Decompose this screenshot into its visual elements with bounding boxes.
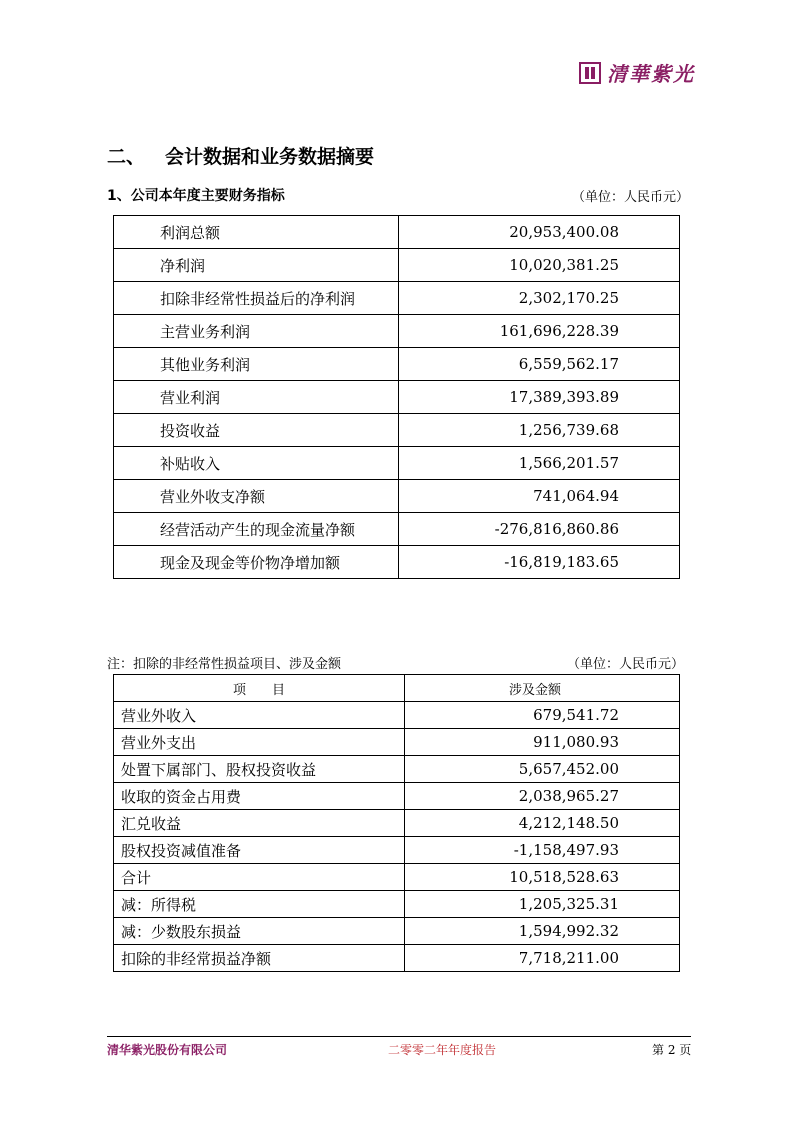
row-value: 679,541.72: [405, 702, 680, 729]
row-value: 1,566,201.57: [399, 447, 680, 480]
non-recurring-table: [113, 674, 680, 972]
row-value: -16,819,183.65: [399, 546, 680, 579]
table-row: [114, 282, 680, 315]
row-value: 161,696,228.39: [399, 315, 680, 348]
row-value: 2,038,965.27: [405, 783, 680, 810]
table-row: [114, 891, 680, 918]
table-row: [114, 447, 680, 480]
footer-report-title: 二零零二年年度报告: [388, 1043, 497, 1057]
table-row: [114, 945, 680, 972]
row-label: 营业外收入: [114, 702, 405, 729]
table-row: [114, 756, 680, 783]
table-row: [114, 837, 680, 864]
row-label: 股权投资减值准备: [114, 837, 405, 864]
row-label: 营业外支出: [114, 729, 405, 756]
row-value: 7,718,211.00: [405, 945, 680, 972]
table-row: [114, 216, 680, 249]
footer-divider: [107, 1036, 691, 1037]
logo-text: 清華紫光: [607, 62, 695, 86]
row-value: 2,302,170.25: [399, 282, 680, 315]
logo-mark-icon: [579, 62, 601, 84]
column-header-item: 项 目: [114, 675, 405, 702]
table-row: [114, 480, 680, 513]
row-label: 汇兑收益: [114, 810, 405, 837]
row-value: 10,020,381.25: [399, 249, 680, 282]
row-label: 利润总额: [114, 216, 399, 249]
row-value: 20,953,400.08: [399, 216, 680, 249]
row-value: 4,212,148.50: [405, 810, 680, 837]
row-value: -276,816,860.86: [399, 513, 680, 546]
row-label: 扣除非经常性损益后的净利润: [114, 282, 399, 315]
footer-page-number: 第 2 页: [652, 1043, 692, 1057]
non-recurring-unit: （单位：人民币元）: [567, 657, 685, 672]
company-logo: [579, 58, 695, 87]
section-title-text: 会计数据和业务数据摘要: [165, 146, 375, 168]
table-row: [114, 348, 680, 381]
row-label: 经营活动产生的现金流量净额: [114, 513, 399, 546]
table-row: [114, 810, 680, 837]
row-label: 补贴收入: [114, 447, 399, 480]
row-value: 17,389,393.89: [399, 381, 680, 414]
main-indicators-title: 1、公司本年度主要财务指标: [107, 188, 285, 204]
non-recurring-note-title: 注：扣除的非经常性损益项目、涉及金额: [107, 657, 342, 672]
row-label: 现金及现金等价物净增加额: [114, 546, 399, 579]
section-number: 二、: [107, 146, 146, 168]
table-row: [114, 513, 680, 546]
row-label: 合计: [114, 864, 405, 891]
row-value: -1,158,497.93: [405, 837, 680, 864]
table-row: [114, 729, 680, 756]
row-label: 扣除的非经常损益净额: [114, 945, 405, 972]
section-title: [107, 142, 374, 169]
row-label: 净利润: [114, 249, 399, 282]
table-row: [114, 249, 680, 282]
row-value: 1,594,992.32: [405, 918, 680, 945]
row-value: 911,080.93: [405, 729, 680, 756]
row-value: 1,205,325.31: [405, 891, 680, 918]
table-row: [114, 783, 680, 810]
table-row: [114, 546, 680, 579]
row-value: 10,518,528.63: [405, 864, 680, 891]
row-label: 营业外收支净额: [114, 480, 399, 513]
main-indicators-table: [113, 215, 680, 579]
table-row: [114, 918, 680, 945]
row-label: 主营业务利润: [114, 315, 399, 348]
table-row: [114, 414, 680, 447]
row-value: 6,559,562.17: [399, 348, 680, 381]
row-value: 741,064.94: [399, 480, 680, 513]
row-value: 1,256,739.68: [399, 414, 680, 447]
row-label: 其他业务利润: [114, 348, 399, 381]
row-label: 减：所得税: [114, 891, 405, 918]
table-header-row: [114, 675, 680, 702]
row-label: 收取的资金占用费: [114, 783, 405, 810]
table-row: [114, 864, 680, 891]
row-label: 投资收益: [114, 414, 399, 447]
table-row: [114, 702, 680, 729]
row-value: 5,657,452.00: [405, 756, 680, 783]
row-label: 营业利润: [114, 381, 399, 414]
table-row: [114, 381, 680, 414]
footer-company: 清华紫光股份有限公司: [107, 1043, 228, 1057]
main-indicators-unit: （单位：人民币元）: [572, 190, 690, 205]
row-label: 处置下属部门、股权投资收益: [114, 756, 405, 783]
table-row: [114, 315, 680, 348]
column-header-amount: 涉及金额: [405, 675, 680, 702]
row-label: 减：少数股东损益: [114, 918, 405, 945]
